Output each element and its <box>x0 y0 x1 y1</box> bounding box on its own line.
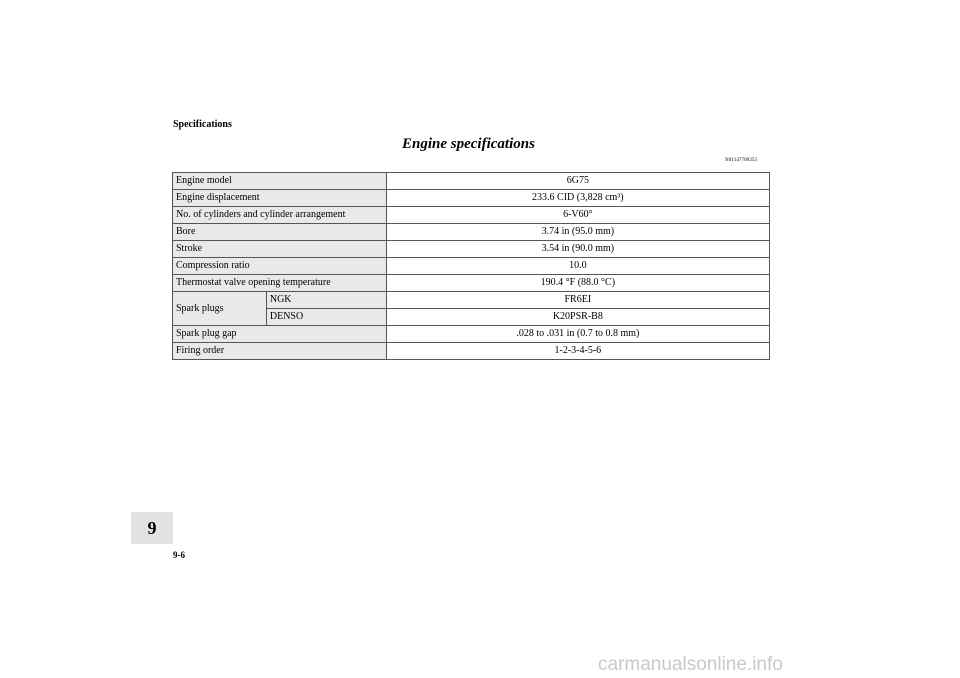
table-row <box>173 207 770 224</box>
table-row <box>173 258 770 275</box>
reference-code: N01147700253 <box>725 158 758 163</box>
spec-value: 6-V60° <box>386 207 769 224</box>
spec-label: Thermostat valve opening temperature <box>173 275 387 292</box>
page-title: Engine specifications <box>402 136 535 152</box>
table-row <box>173 190 770 207</box>
spec-sublabel: DENSO <box>266 309 386 326</box>
spec-label: Firing order <box>173 343 387 360</box>
table-row <box>173 292 770 309</box>
page-number: 9-6 <box>173 550 185 560</box>
chapter-tab: 9 <box>131 512 173 544</box>
table-row <box>173 326 770 343</box>
table-row <box>173 173 770 190</box>
spec-value: 3.74 in (95.0 mm) <box>386 224 769 241</box>
spec-label: Stroke <box>173 241 387 258</box>
spec-value: FR6EI <box>386 292 769 309</box>
spec-label: Spark plugs <box>173 292 267 326</box>
spec-label: Engine displacement <box>173 190 387 207</box>
table-row <box>173 241 770 258</box>
watermark: carmanualsonline.info <box>598 654 783 675</box>
spec-label: No. of cylinders and cylinder arrangement <box>173 207 387 224</box>
table-row <box>173 275 770 292</box>
engine-specifications-table <box>172 172 770 360</box>
spec-value: 10.0 <box>386 258 769 275</box>
spec-label: Bore <box>173 224 387 241</box>
spec-value: 233.6 CID (3,828 cm³) <box>386 190 769 207</box>
table-row <box>173 224 770 241</box>
table-row <box>173 343 770 360</box>
spec-label: Spark plug gap <box>173 326 387 343</box>
section-header: Specifications <box>173 119 232 130</box>
spec-label: Compression ratio <box>173 258 387 275</box>
spec-value: .028 to .031 in (0.7 to 0.8 mm) <box>386 326 769 343</box>
spec-value: 6G75 <box>386 173 769 190</box>
spec-value: 3.54 in (90.0 mm) <box>386 241 769 258</box>
spec-label: Engine model <box>173 173 387 190</box>
spec-value: 190.4 °F (88.0 °C) <box>386 275 769 292</box>
spec-sublabel: NGK <box>266 292 386 309</box>
spec-value: K20PSR-B8 <box>386 309 769 326</box>
spec-value: 1-2-3-4-5-6 <box>386 343 769 360</box>
